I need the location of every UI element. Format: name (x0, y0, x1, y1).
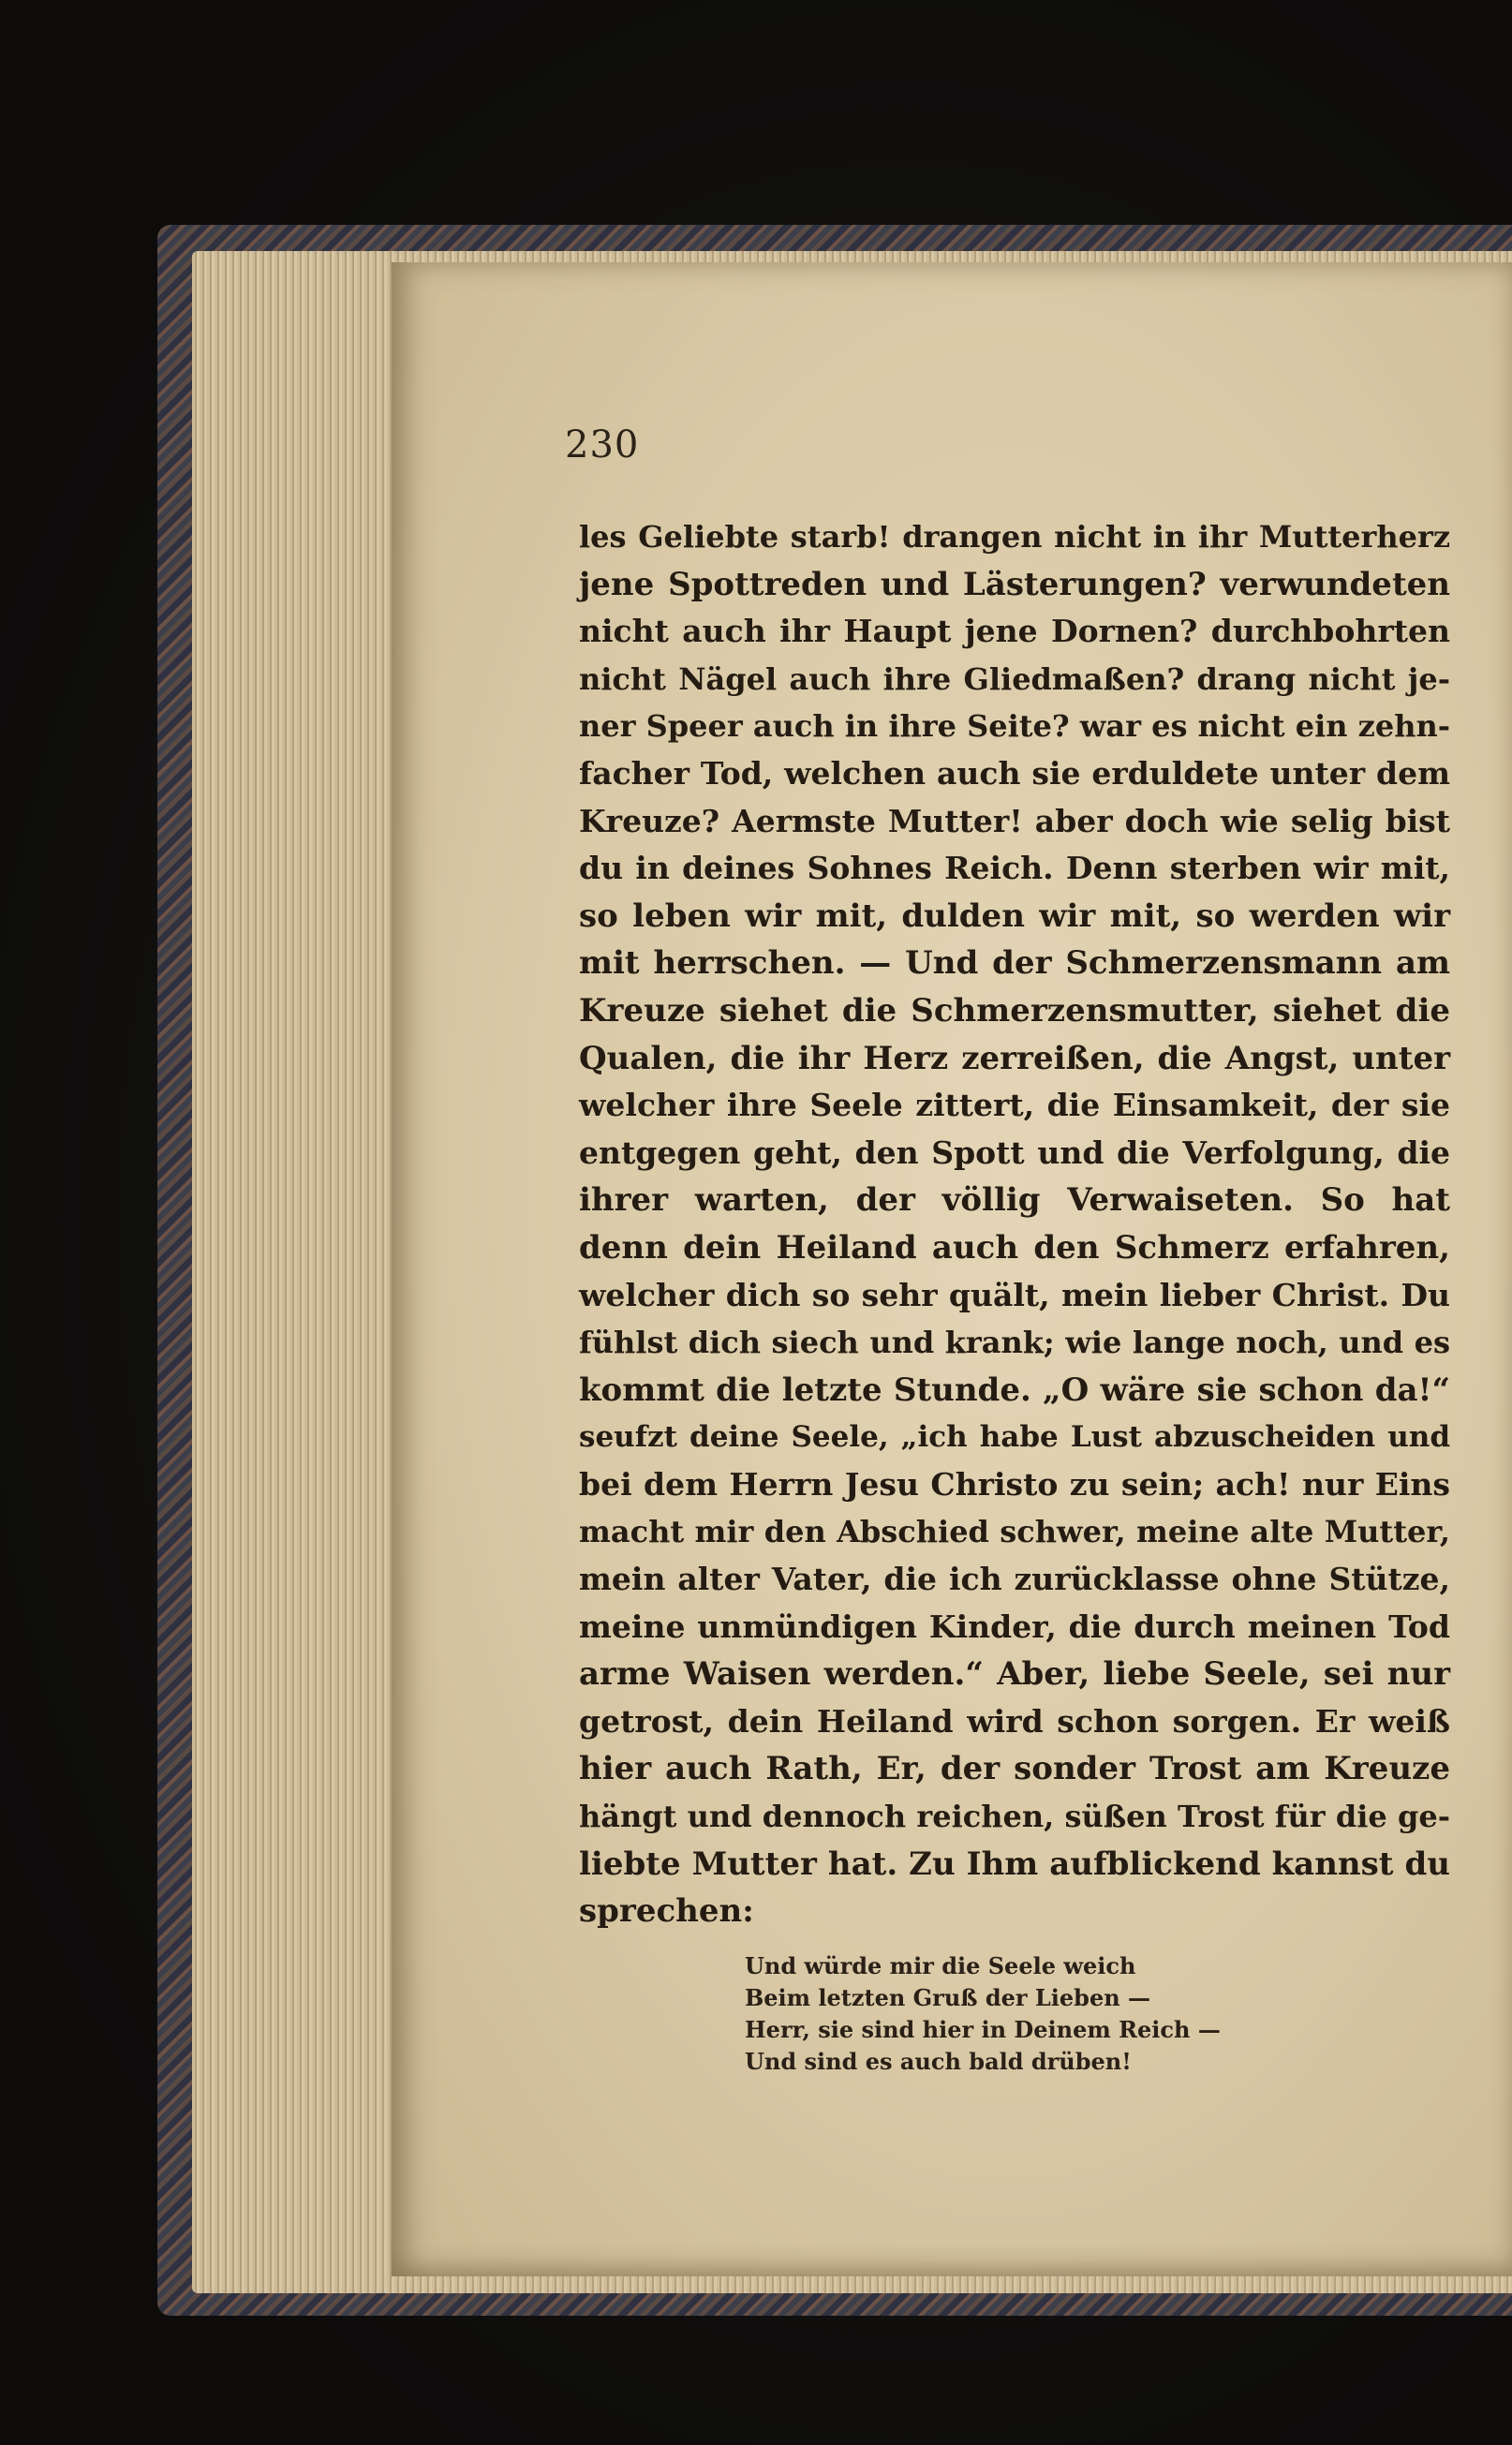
text-line: jene Spottreden und Lästerungen? verwundeten (579, 565, 1450, 603)
text-line: ner Speer auch in ihre Seite? war es nicht ein zehn- (579, 708, 1450, 745)
text-line: ihrer warten, der völlig Verwaiseten. So hat (579, 1181, 1450, 1220)
text-line: mein alter Vater, die ich zurücklasse ohne Stütze, (579, 1561, 1450, 1598)
text-line: liebte Mutter hat. Zu Ihm aufblickend kannst du (579, 1845, 1450, 1883)
text-line: Kreuze? Aermste Mutter! aber doch wie selig bist (579, 802, 1450, 839)
text-line: nicht Nägel auch ihre Gliedmaßen? drang nicht je- (579, 660, 1450, 697)
text-line: les Geliebte starb! drangen nicht in ihr Mutterherz (579, 519, 1450, 555)
verse-line: Beim letzten Gruß der Lieben — (745, 1984, 1151, 2011)
text-line: du in deines Sohnes Reich. Denn sterben wir mit, (579, 850, 1450, 887)
text-line: hängt und dennoch reichen, süßen Trost für die ge- (579, 1799, 1450, 1835)
text-line: bei dem Herrn Jesu Christo zu sein; ach! nur Eins (579, 1465, 1450, 1503)
text-line: Qualen, die ihr Herz zerreißen, die Angst, unter (579, 1039, 1450, 1077)
text-line: arme Waisen werden.“ Aber, liebe Seele, sei nur (579, 1655, 1450, 1694)
text-line: nicht auch ihr Haupt jene Dornen? durchbohrten (579, 613, 1450, 650)
verse-line: Und sind es auch bald drüben! (745, 2048, 1132, 2075)
text-line: facher Tod, welchen auch sie erduldete unter dem (579, 754, 1450, 792)
text-line: welcher ihre Seele zittert, die Einsamkeit, der sie (579, 1087, 1450, 1124)
text-line: mit herrschen. — Und der Schmerzensmann am (579, 944, 1450, 983)
text-line: fühlst dich siech und krank; wie lange noch, und es (579, 1325, 1450, 1361)
verse-block (745, 1950, 1269, 2078)
text-line: Kreuze siehet die Schmerzensmutter, siehet die (579, 991, 1450, 1030)
text-line: hier auch Rath, Er, der sonder Trost am Kreuze (579, 1750, 1450, 1788)
text-line: getrost, dein Heiland wird schon sorgen. Er weiß (579, 1702, 1450, 1740)
text-line: kommt die letzte Stunde. „O wäre sie schon da!“ (579, 1371, 1450, 1409)
page-number: 230 (565, 423, 640, 467)
text-line: meine unmündigen Kinder, die durch meinen Tod (579, 1608, 1450, 1645)
text-line: entgegen geht, den Spott und die Verfolgung, die (579, 1134, 1450, 1171)
text-line: seufzt deine Seele, „ich habe Lust abzuscheiden und (579, 1420, 1450, 1455)
text-line: denn dein Heiland auch den Schmerz erfahren, (579, 1228, 1450, 1267)
text-line: sprechen: (579, 1892, 754, 1931)
verse-line: Und würde mir die Seele weich (745, 1952, 1136, 1979)
verse-line: Herr, sie sind hier in Deinem Reich — (745, 2016, 1221, 2043)
text-line: welcher dich so sehr quält, mein lieber Christ. Du (579, 1276, 1450, 1313)
text-line: macht mir den Abschied schwer, meine alte Mutter, (579, 1514, 1450, 1550)
text-line: so leben wir mit, dulden wir mit, so werden wir (579, 896, 1450, 935)
body-text (579, 513, 1450, 1935)
